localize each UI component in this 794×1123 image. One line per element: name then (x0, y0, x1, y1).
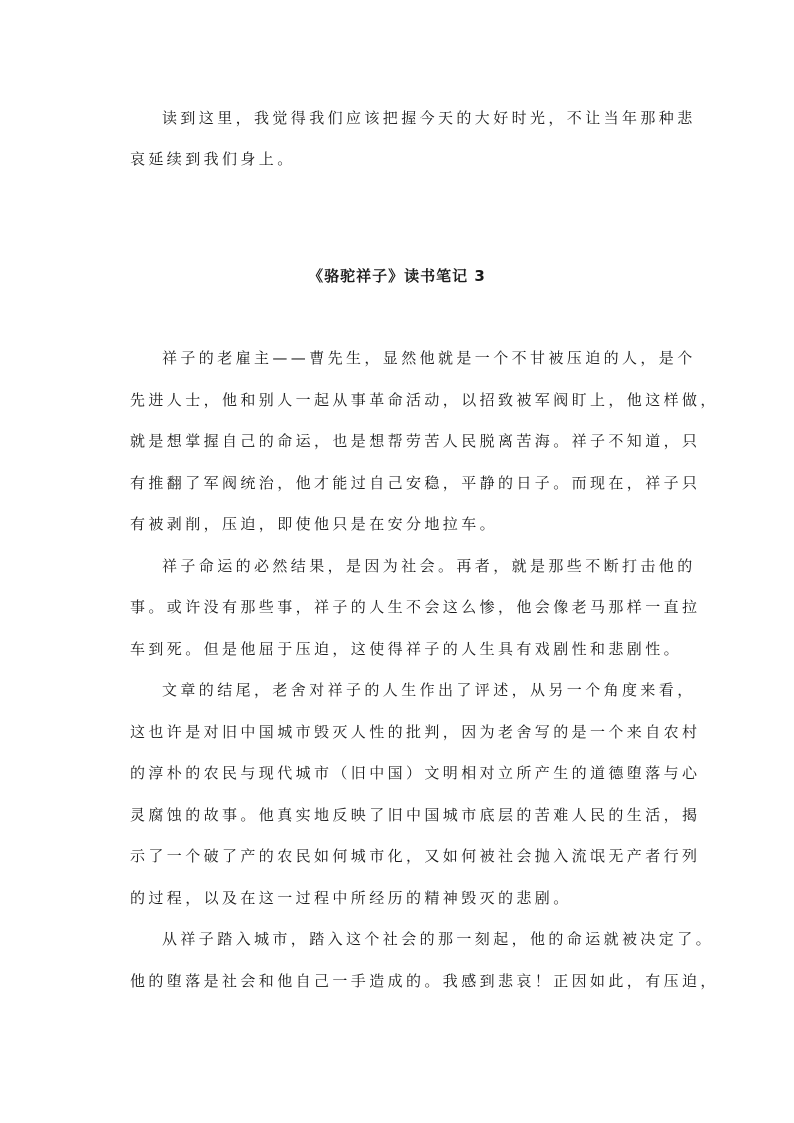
section-title: 《骆驼祥子》读书笔记 3 (308, 267, 486, 285)
paragraph-4-line-2: 他的堕落是社会和他自己一手造成的。我感到悲哀！正因如此，有压迫， (130, 972, 719, 990)
paragraph-2-line-2: 事。或许没有那些事，祥子的人生不会这么惨，他会像老马那样一直拉 (130, 598, 701, 616)
paragraph-1-line-2: 先进人士，他和别人一起从事革命活动，以招致被军阀盯上，他这样做， (130, 391, 719, 409)
paragraph-3-line-2: 这也许是对旧中国城市毁灭人性的批判，因为老舍写的是一个来自农村 (130, 723, 701, 741)
paragraph-1-line-3: 就是想掌握自己的命运，也是想帮劳苦人民脱离苦海。祥子不知道，只 (130, 432, 701, 450)
paragraph-1-line-1: 祥子的老雇主——曹先生，显然他就是一个不甘被压迫的人，是个 (162, 349, 696, 367)
paragraph-3-line-6: 的过程，以及在这一过程中所经历的精神毁灭的悲剧。 (130, 889, 572, 907)
paragraph-2-line-1: 祥子命运的必然结果，是因为社会。再者，就是那些不断打击他的 (162, 557, 696, 575)
intro-line-1: 读到这里，我觉得我们应该把握今天的大好时光，不让当年那种悲 (162, 109, 696, 127)
paragraph-3-line-3: 的淳朴的农民与现代城市（旧中国）文明相对立所产生的道德堕落与心 (130, 764, 701, 782)
intro-line-2: 哀延续到我们身上。 (130, 150, 296, 168)
paragraph-2-line-3: 车到死。但是他屈于压迫，这使得祥子的人生具有戏剧性和悲剧性。 (130, 640, 683, 658)
paragraph-3-line-1: 文章的结尾，老舍对祥子的人生作出了评述，从另一个角度来看， (162, 681, 696, 699)
paragraph-1-line-4: 有推翻了军阀统治，他才能过自己安稳，平静的日子。而现在，祥子只 (130, 474, 701, 492)
paragraph-1-line-5: 有被剥削，压迫，即使他只是在安分地拉车。 (130, 515, 499, 533)
paragraph-3-line-4: 灵腐蚀的故事。他真实地反映了旧中国城市底层的苦难人民的生活，揭 (130, 806, 701, 824)
paragraph-4-line-1: 从祥子踏入城市，踏入这个社会的那一刻起，他的命运就被决定了。 (162, 930, 715, 948)
paragraph-3-line-5: 示了一个破了产的农民如何城市化，又如何被社会抛入流氓无产者行列 (130, 847, 701, 865)
